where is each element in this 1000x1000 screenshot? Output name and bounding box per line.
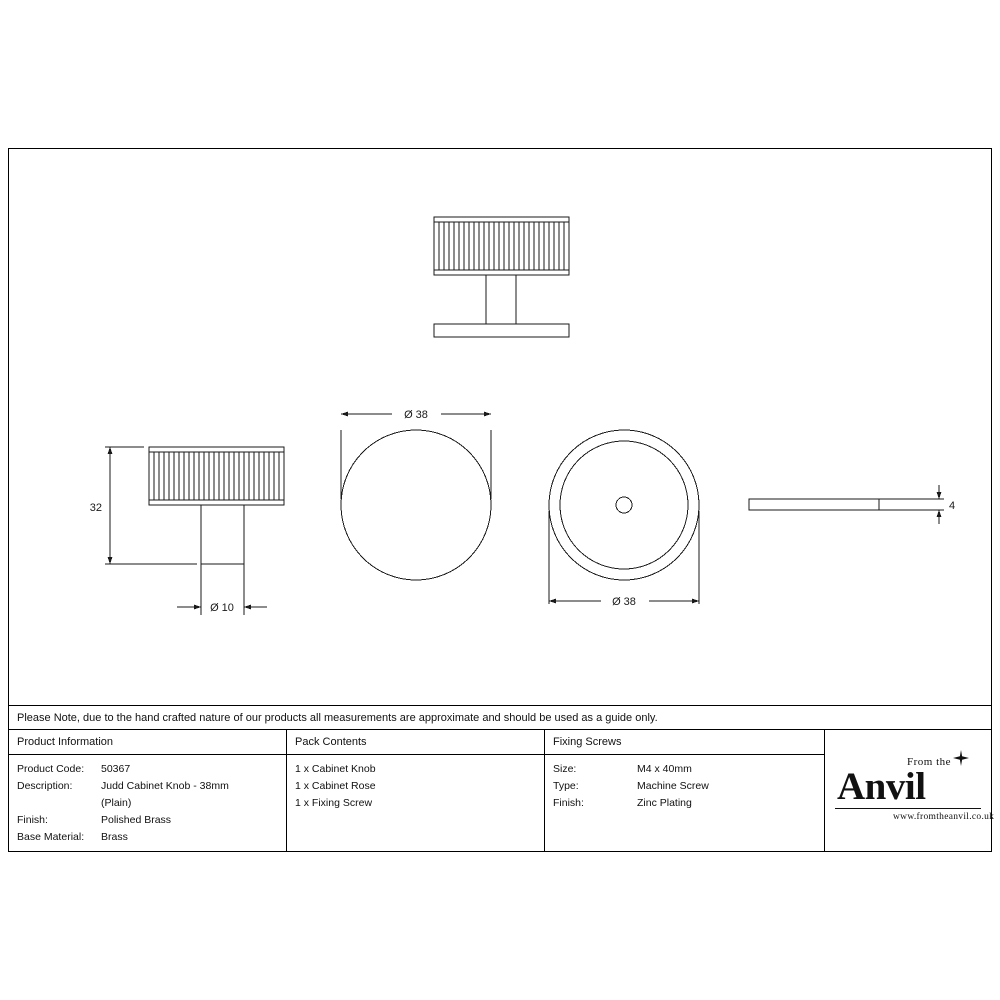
- screw-type-value: Machine Screw: [637, 780, 709, 792]
- base-material-value: Brass: [101, 831, 128, 843]
- description-value-continued: (Plain): [101, 797, 132, 809]
- info-table: [9, 730, 995, 851]
- product-information-heading: Product Information: [17, 736, 113, 748]
- product-drawing-svg: [9, 149, 991, 705]
- product-information-column: [9, 730, 287, 851]
- list-item: 1 x Fixing Screw: [295, 797, 373, 809]
- description-row: [17, 778, 286, 795]
- fixing-screws-heading: Fixing Screws: [553, 736, 622, 748]
- description-key: Description:: [17, 780, 73, 792]
- screw-size-value: M4 x 40mm: [637, 763, 692, 775]
- column-rule: [9, 754, 286, 755]
- screw-size-row: [553, 761, 824, 778]
- dimension-rose-thickness: [879, 485, 944, 524]
- fixing-screws-column: [545, 730, 825, 851]
- product-code-row: [17, 761, 286, 778]
- product-code-key: Product Code:: [17, 763, 85, 775]
- dimension-label-knob-diameter-top: Ø 38: [404, 409, 428, 421]
- list-item: 1 x Cabinet Rose: [295, 780, 376, 792]
- dimension-label-stem-diameter: Ø 10: [210, 602, 234, 614]
- finish-value: Polished Brass: [101, 814, 172, 826]
- technical-drawing-sheet: [8, 148, 995, 852]
- dimension-rose-diameter: [549, 511, 699, 604]
- knob-plan-view: [341, 430, 491, 580]
- side-elevation-view: [149, 447, 284, 564]
- screw-type-row: [553, 778, 824, 795]
- dimension-label-knob-height: 32: [89, 502, 102, 514]
- screw-finish-key: Finish:: [553, 797, 584, 809]
- pack-contents-heading: Pack Contents: [295, 736, 367, 748]
- rose-section-view: [749, 499, 879, 510]
- logo-from-text: From the: [907, 755, 952, 768]
- brand-logo-column: [825, 730, 995, 851]
- column-rule: [545, 754, 824, 755]
- logo-brand-text: Anvil: [837, 764, 926, 808]
- dimension-label-rose-diameter: Ø 38: [612, 596, 636, 608]
- description-row-continued: [17, 795, 286, 812]
- screw-size-key: Size:: [553, 763, 577, 775]
- description-value: Judd Cabinet Knob - 38mm: [101, 780, 229, 792]
- list-item: 1 x Cabinet Knob: [295, 763, 376, 775]
- logo-divider: [835, 808, 981, 809]
- top-elevation-view: [434, 217, 569, 337]
- dimension-knob-diameter-top: [341, 412, 491, 500]
- base-material-row: [17, 829, 286, 846]
- column-rule: [287, 754, 544, 755]
- screw-finish-value: Zinc Plating: [637, 797, 692, 809]
- screw-finish-row: [553, 795, 824, 812]
- finish-row: [17, 812, 286, 829]
- star-icon: [953, 750, 969, 766]
- finish-key: Finish:: [17, 814, 48, 826]
- drawing-area: [9, 149, 991, 705]
- dimension-label-rose-thickness: 4: [949, 500, 956, 512]
- product-code-value: 50367: [101, 763, 131, 775]
- base-material-key: Base Material:: [17, 831, 85, 843]
- pack-contents-column: [287, 730, 545, 851]
- measurement-note: Please Note, due to the hand crafted nature of our products all measurements are approximate and should be used as a guide only.: [9, 705, 991, 730]
- screw-type-key: Type:: [553, 780, 579, 792]
- rose-plan-view: [549, 430, 699, 580]
- logo-url-text: www.fromtheanvil.co.uk: [893, 811, 995, 822]
